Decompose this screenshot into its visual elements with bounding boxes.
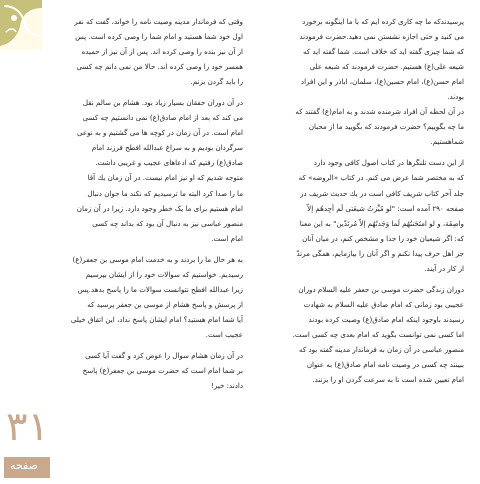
right-column-line: كه: اگر شيعيان خود را جدا و مشخص كنم، در ميان آنان	[302, 233, 464, 243]
right-column-line: امام تعيين شده است تا به سرعت گردن او را بزنند.	[312, 375, 464, 385]
left-column-line: دادند: خير!	[211, 381, 243, 391]
left-column-line: ما را صدا كرد البته ما ترسيديم كه نكند ما جوان دنبال	[87, 188, 243, 198]
right-column-line: جز اهل حرف پيدا نكنم و اگر آنان را بيازمايم، همگى مرتدّ	[296, 248, 464, 258]
left-column-line: امام است.	[211, 233, 243, 243]
right-column-line: رسيدند باوجود اينكه امام صادق(ع) وصيت كرده بودند	[308, 314, 464, 324]
right-column-line: عجيبى بود زمانى كه امام صادق عليه السلام به شهادت	[303, 299, 464, 309]
right-column-line: منصور عباسى در آن زمان به فرماندار مدينه گفته بود كه	[299, 344, 464, 354]
left-column-line: از پرسش و پاسخ هشام از موسى بن جعفر پرسيد كه	[87, 299, 243, 309]
left-column-line: در آن زمان هشام سوال را عوض كرد و گفت آيا كسى	[85, 350, 243, 360]
right-column-line: واصِفَة، و لو امتَحَنتُهُم لَما وَجَدتُهُم إلاّ مُرتَدّين" به اين معنا	[299, 218, 464, 228]
left-column-line: به هر حال ما را بردند و به خدمت امام موسى بن جعفر(ع)	[72, 254, 243, 264]
left-column-line: از آن نيز بنده را وصى كرده اند. پس از آن نيز از حميده	[81, 47, 243, 57]
right-column-line: شيعه على(ع) هستيم. حضرت فرمودند كه شيعه على	[309, 62, 464, 72]
left-column-line: امام است. در آن زمان در كوچه ها مى گشتيم و به نوعى	[76, 128, 243, 138]
left-column-line: بر شما امام است كه حضرت موسى بن جعفر(ع) پاسخ	[82, 366, 243, 376]
left-column-line: امام هستيم براى ما يک خطر وجود دارد. زيرا در آن زمان	[76, 203, 243, 213]
left-column-line: صادق(ع) رفتيم كه ادعاهاى عجيب و غريبى داشت.	[95, 158, 243, 168]
right-column-line: دوران زندگى حضرت موسى بن جعفر عليه السلام دوران	[298, 284, 464, 294]
left-column-line: اول خود شما هستيد و امام شما را وصى كرده است. پس	[75, 32, 243, 42]
right-column-line: كه به مختصر شما عرض مى كنم. در كتاب «الروضه» كه	[298, 173, 464, 183]
text-column-left	[56, 14, 243, 393]
right-column-line: ما چه بگوييم؟ حضرت فرمودند كه بگوييد ما از محبان	[308, 122, 464, 132]
left-column-line: رسيديم. خواستيم كه سوالات خود را از ايشان بپرسيم	[85, 269, 243, 279]
left-column-line: را بايد گردن بزنم.	[190, 77, 243, 87]
left-column-line: آيا شما امام هستيد؟ امام ايشان پاسخ نداد، اين اتفاق خيلى	[70, 314, 243, 324]
right-column-line: مى كنيد و حتى اجازه نشستن نمى دهيد.حضرت فرمودند	[299, 32, 464, 42]
left-column-line: زيرا عبدالله افطح نتوانست سوالات ما را پاسخ بدهد.پس	[77, 284, 243, 294]
right-column-line: صفحه ٢٩٠ آمده است: "لو مُيِّزتُ شيعَتى لَم أجِدهُم إلاّ	[307, 203, 464, 213]
left-column-line: همسر خود را وصى كرده اند. حالا من نمى دانم چه كسى	[76, 62, 243, 72]
left-column-line: عجيب است.	[205, 329, 243, 339]
right-column-line: پرسيدندكه ما چه كارى كرده ايم كه با ما اينگونه برخورد	[302, 17, 464, 26]
left-column-line: متوجه شديم كه او نيز امام نيست. در آن زمان يك آقا	[87, 173, 243, 183]
right-column-line: ببينند چه كسى در وصيت نامه امام صادق(ع) به عنوان	[306, 360, 464, 370]
left-column-line: وقتى كه فرماندار مدينه وصيت نامه را خواند، گفت كه نفر	[74, 17, 243, 26]
text-column-right	[253, 14, 464, 387]
page-label: صفحه	[10, 459, 38, 472]
left-column-line: منصور عباسى نيز به دنبال آن بود كه بداند چه كسى	[92, 218, 243, 228]
corner-ornament	[0, 0, 42, 50]
page-number: ٣١	[6, 404, 49, 450]
right-column-line: امام حسن(ع)، امام حسين(ع)، سلمان، اباذر و اين افراد	[300, 77, 464, 87]
left-column-line: سرگردان بوديم و به سراغ عبدالله افطح فرزند امام	[91, 143, 243, 153]
right-column-line: اما كسى نمى توانست بگويد كه امام بعدى چه كسى است.	[292, 329, 464, 339]
right-column-line: از اين دست تلنگرها در كتاب اصول كافى وجود دارد	[313, 158, 464, 168]
right-column-line: در آن لحظه آن افراد شرمنده شدند و به امام(ع) گفتند كه	[295, 107, 464, 117]
left-column-line: در آن دوران خفقان بسيار زياد بود. هشام بن سالم نقل	[82, 98, 243, 108]
right-column-line: جلد آخر كتاب شريف كافى است در يك حديث شريف در	[300, 188, 464, 198]
right-column-line: كه شما چيزى گفته ايد كه خلاف است. شما گفته ايد كه	[302, 47, 464, 57]
left-column-line: مى كند كه بعد از امام صادق(ع) نمى دانستيم چه كسى	[82, 113, 243, 123]
right-column-line: از كار در آيند.	[424, 263, 464, 273]
right-column-line: شماهستيم.	[430, 137, 464, 147]
right-column-line: بودند.	[447, 92, 464, 102]
